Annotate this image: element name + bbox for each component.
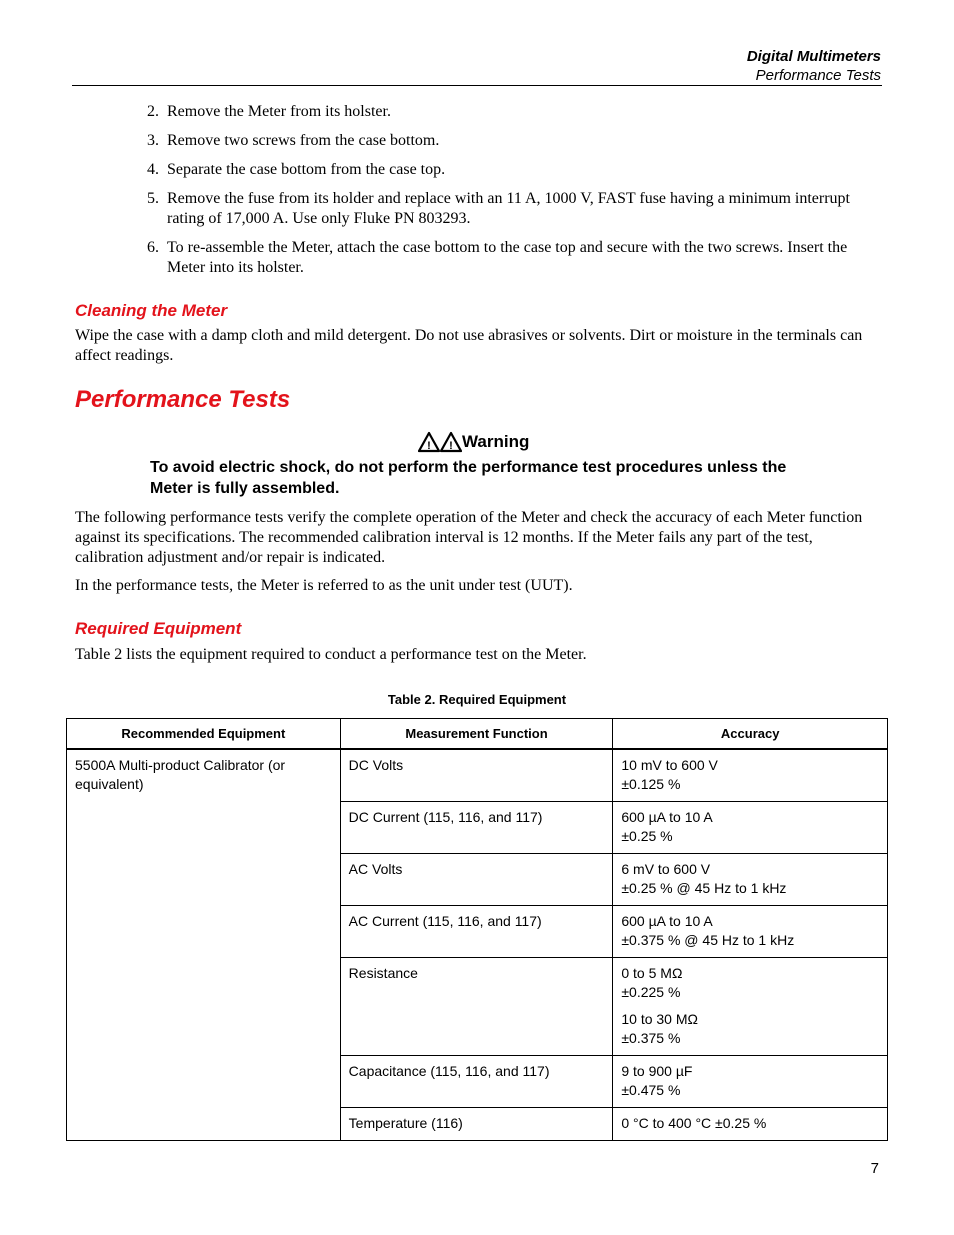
- column-header: Accuracy: [613, 719, 888, 750]
- cleaning-paragraph: Wipe the case with a damp cloth and mild detergent. Do not use abrasives or solvents. Dirt or moisture in the terminals can affect readings.: [75, 327, 863, 364]
- step-text: To re-assemble the Meter, attach the case bottom to the case top and secure with the two screws. Insert the Meter into its holster.: [167, 239, 848, 276]
- step-number: 5.: [147, 190, 159, 207]
- step-number: 4.: [147, 161, 159, 178]
- accuracy-cell: [613, 802, 888, 854]
- table-header-row: [67, 719, 888, 750]
- accuracy-cell: [613, 1108, 888, 1141]
- section-title: Performance Tests: [755, 67, 881, 84]
- accuracy-range: 10 mV to 600 V: [621, 757, 718, 773]
- required-equipment-heading: Required Equipment: [75, 619, 242, 638]
- accuracy-cell: [613, 854, 888, 906]
- step-item: [75, 189, 875, 229]
- svg-text:!: !: [449, 440, 453, 452]
- accuracy-tolerance: ±0.225 %: [621, 984, 681, 1000]
- step-number: 3.: [147, 132, 159, 149]
- warning-triangle-icon: [418, 431, 462, 453]
- warning-text: To avoid electric shock, do not perform the performance test procedures unless the Meter is fully assembled.: [150, 459, 787, 497]
- performance-paragraph-2: In the performance tests, the Meter is referred to as the unit under test (UUT).: [75, 577, 573, 594]
- page-number: 7: [870, 1160, 879, 1177]
- accuracy-range: 10 to 30 MΩ: [621, 1011, 698, 1027]
- accuracy-tolerance: ±0.125 %: [621, 776, 681, 792]
- column-header: Measurement Function: [340, 719, 613, 750]
- accuracy-block: [621, 1010, 879, 1048]
- function-cell: DC Volts: [340, 749, 613, 802]
- document-title: Digital Multimeters: [746, 48, 881, 65]
- function-cell: DC Current (115, 116, and 117): [340, 802, 613, 854]
- table-row: [67, 749, 888, 802]
- accuracy-range: 0 °C to 400 °C ±0.25 %: [621, 1115, 767, 1131]
- accuracy-block: [621, 964, 879, 1002]
- accuracy-cell: [613, 749, 888, 802]
- step-text: Remove the Meter from its holster.: [167, 103, 391, 120]
- accuracy-range: 600 µA to 10 A: [621, 913, 713, 929]
- warning-label: Warning: [462, 432, 530, 451]
- step-number: 6.: [147, 239, 159, 256]
- accuracy-tolerance: ±0.25 %: [621, 828, 673, 844]
- step-item: [75, 160, 875, 180]
- step-item: [75, 102, 875, 122]
- function-cell: AC Current (115, 116, and 117): [340, 906, 613, 958]
- performance-heading: Performance Tests: [75, 386, 291, 413]
- table-caption: Table 2. Required Equipment: [387, 692, 567, 707]
- step-text: Remove the fuse from its holder and replace with an 11 A, 1000 V, FAST fuse having a minimum interrupt rating of 17,000 A. Use only Fluke PN 803293.: [167, 190, 850, 227]
- function-cell: Resistance: [340, 958, 613, 1056]
- equipment-cell: 5500A Multi-product Calibrator (or equivalent): [67, 749, 341, 1141]
- procedure-steps: [75, 102, 875, 287]
- cleaning-heading: Cleaning the Meter: [75, 301, 228, 320]
- accuracy-tolerance: ±0.475 %: [621, 1082, 681, 1098]
- accuracy-cell: [613, 958, 888, 1056]
- svg-text:!: !: [427, 440, 431, 452]
- function-cell: Temperature (116): [340, 1108, 613, 1141]
- function-cell: Capacitance (115, 116, and 117): [340, 1056, 613, 1108]
- accuracy-range: 9 to 900 µF: [621, 1063, 693, 1079]
- step-item: [75, 131, 875, 151]
- column-header: Recommended Equipment: [67, 719, 341, 750]
- accuracy-tolerance: ±0.375 % @ 45 Hz to 1 kHz: [621, 932, 795, 948]
- step-text: Remove two screws from the case bottom.: [167, 132, 440, 149]
- accuracy-range: 6 mV to 600 V: [621, 861, 711, 877]
- step-item: [75, 238, 875, 278]
- accuracy-cell: [613, 1056, 888, 1108]
- performance-paragraph-1: The following performance tests verify the complete operation of the Meter and check the accuracy of each Meter function against its specifications. The recommended calibration interval is 12 months. If the Meter fails any part of the test, calibration adjustment and/or repair is indicated.: [75, 509, 863, 566]
- accuracy-range: 600 µA to 10 A: [621, 809, 713, 825]
- step-number: 2.: [147, 103, 159, 120]
- accuracy-cell: [613, 906, 888, 958]
- header-rule: [72, 85, 882, 86]
- function-cell: AC Volts: [340, 854, 613, 906]
- running-head: [747, 47, 881, 85]
- required-equipment-table: [66, 718, 888, 1141]
- accuracy-tolerance: ±0.25 % @ 45 Hz to 1 kHz: [621, 880, 787, 896]
- warning-header: [418, 431, 529, 453]
- accuracy-range: 0 to 5 MΩ: [621, 965, 683, 981]
- required-equipment-paragraph: Table 2 lists the equipment required to conduct a performance test on the Meter.: [75, 646, 587, 663]
- accuracy-tolerance: ±0.375 %: [621, 1030, 681, 1046]
- step-text: Separate the case bottom from the case top.: [167, 161, 446, 178]
